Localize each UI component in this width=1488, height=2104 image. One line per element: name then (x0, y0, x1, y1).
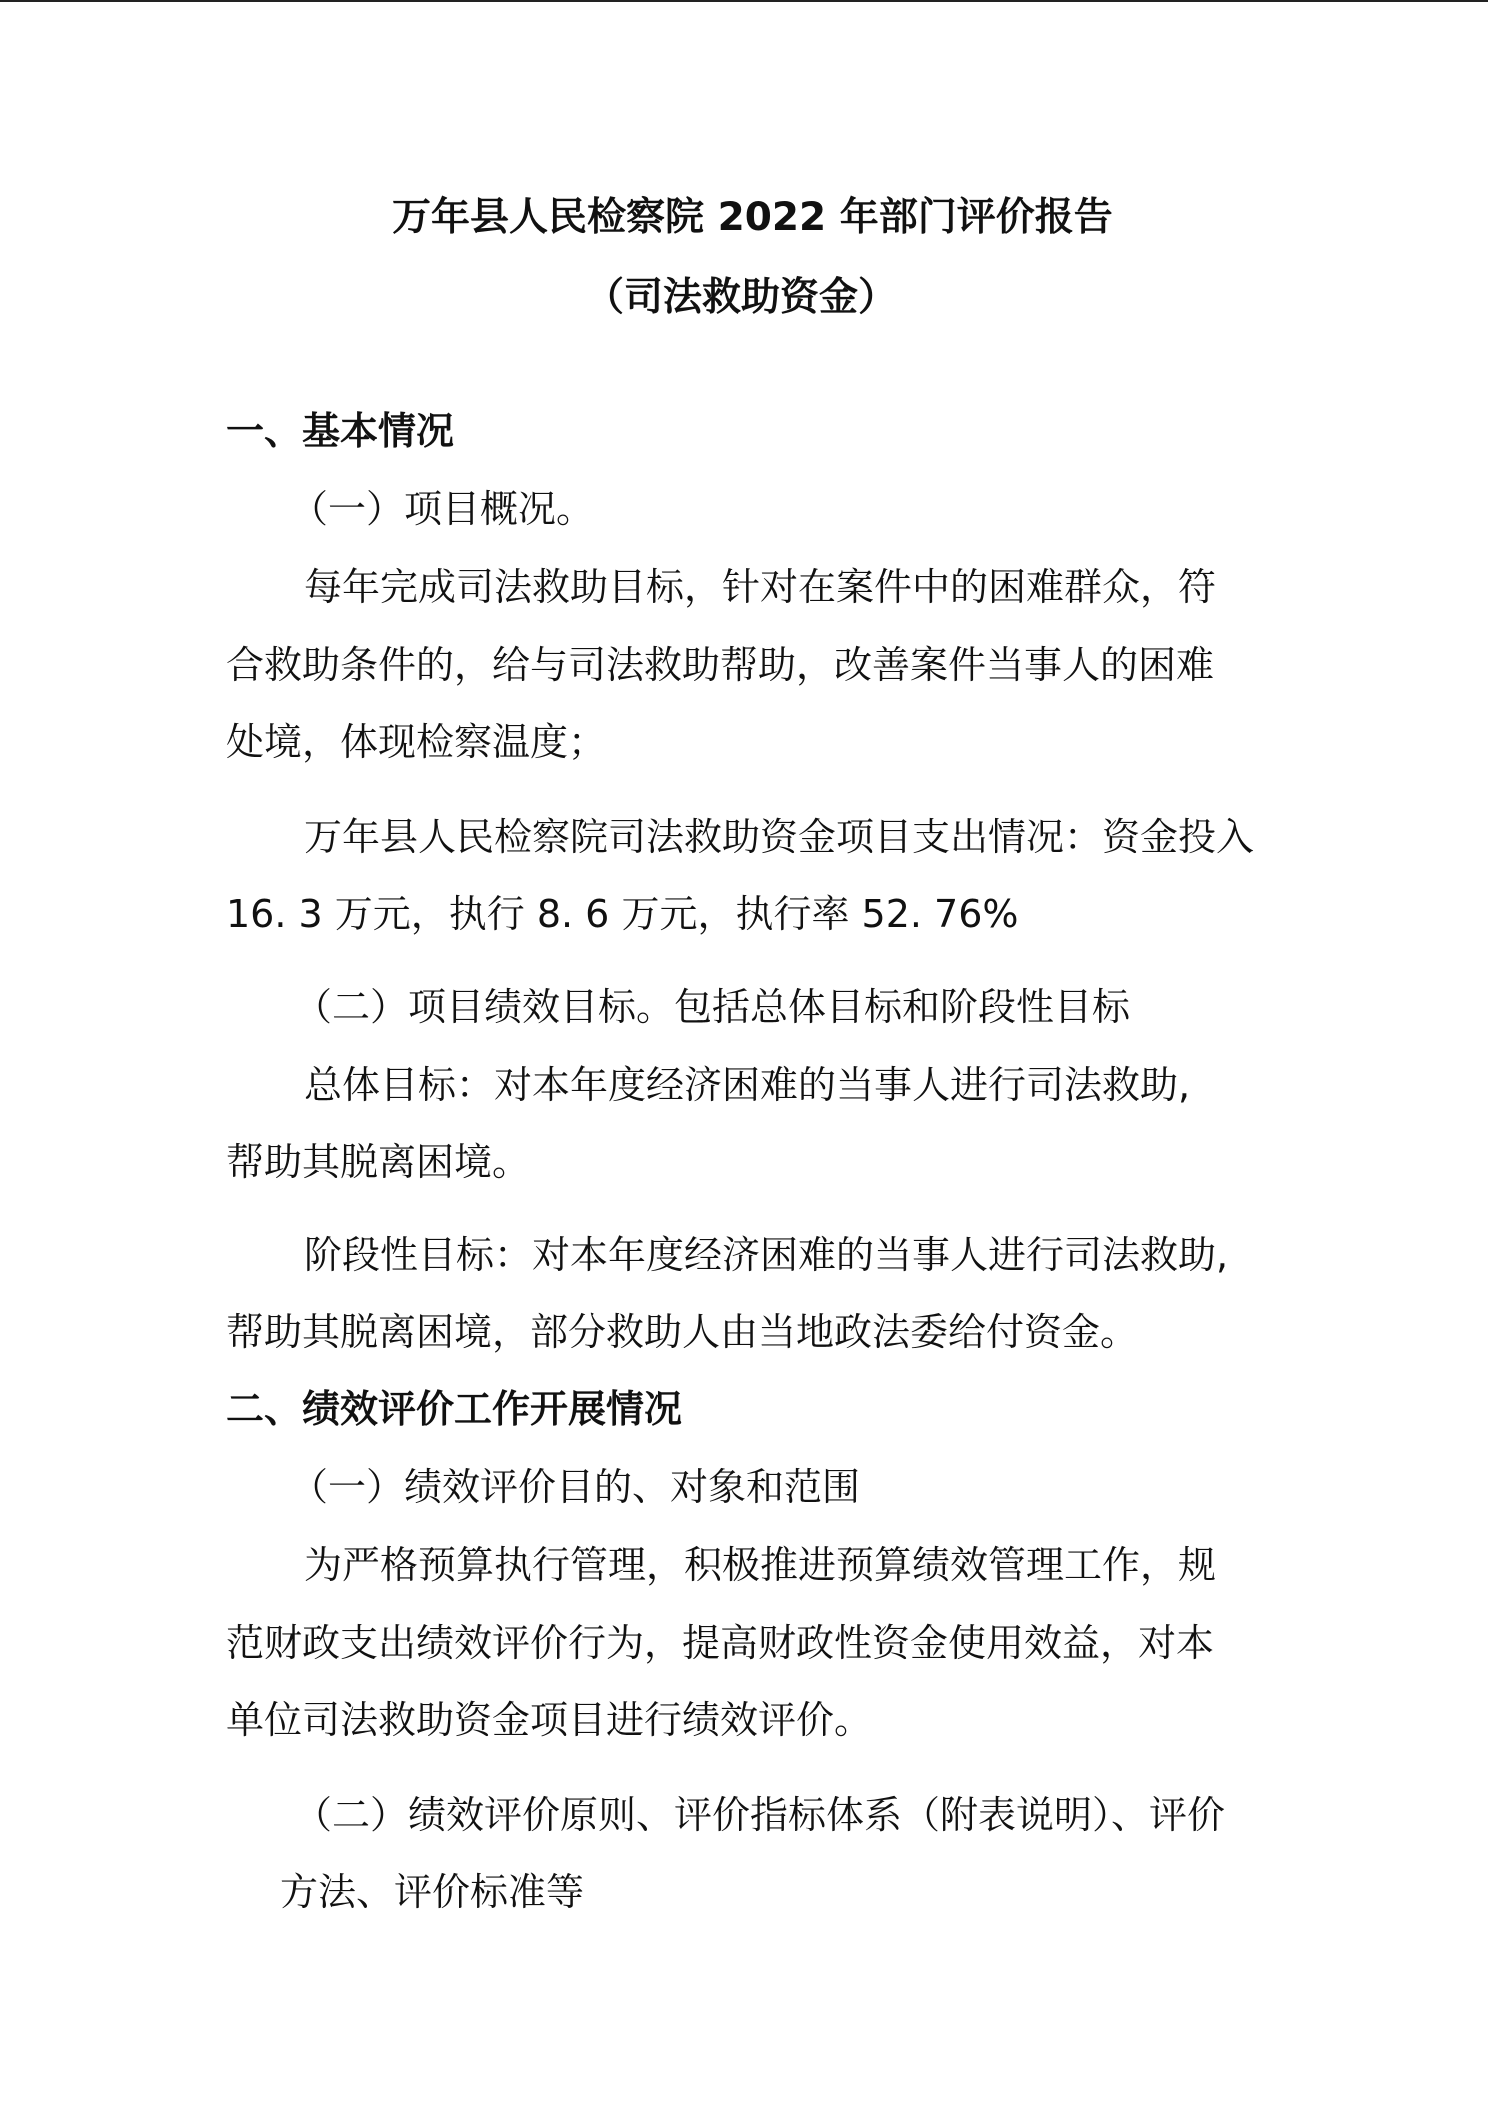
paragraph-line: 范财政支出绩效评价行为，提高财政性资金使用效益，对本 (226, 1621, 1215, 1665)
report-subtitle: （司法救助资金） (585, 275, 898, 320)
paragraph-line: 为严格预算执行管理，积极推进预算绩效管理工作，规 (304, 1543, 1217, 1587)
section-heading-evaluation: 二、绩效评价工作开展情况 (226, 1387, 683, 1431)
paragraph-line: 总体目标：对本年度经济困难的当事人进行司法救助, (304, 1063, 1191, 1107)
paragraph-line: 帮助其脱离困境。 (226, 1140, 531, 1184)
paragraph-line: 合救助条件的，给与司法救助帮助，改善案件当事人的困难 (226, 643, 1215, 687)
subsection-heading-evaluation-principles-cont: 方法、评价标准等 (280, 1870, 585, 1914)
paragraph-line: 帮助其脱离困境，部分救助人由当地政法委给付资金。 (226, 1310, 1139, 1354)
paragraph-line: 每年完成司法救助目标，针对在案件中的困难群众，符 (304, 565, 1217, 609)
paragraph-line: 单位司法救助资金项目进行绩效评价。 (226, 1698, 873, 1742)
subsection-heading-project-overview: （一）项目概况。 (290, 487, 595, 531)
subsection-heading-evaluation-scope: （一）绩效评价目的、对象和范围 (290, 1465, 861, 1509)
report-title: 万年县人民检察院 2022 年部门评价报告 (392, 195, 1113, 240)
subsection-heading-evaluation-principles: （二）绩效评价原则、评价指标体系（附表说明）、评价 (294, 1793, 1226, 1837)
paragraph-line: 阶段性目标：对本年度经济困难的当事人进行司法救助, (304, 1233, 1229, 1277)
paragraph-line: 万年县人民检察院司法救助资金项目支出情况：资金投入 (304, 815, 1255, 859)
section-heading-basic-info: 一、基本情况 (226, 409, 455, 453)
paragraph-line: 16. 3 万元，执行 8. 6 万元，执行率 52. 76% (226, 892, 1019, 936)
subsection-heading-performance-goals: （二）项目绩效目标。包括总体目标和阶段性目标 (294, 985, 1131, 1029)
paragraph-line: 处境，体现检察温度； (226, 720, 607, 764)
